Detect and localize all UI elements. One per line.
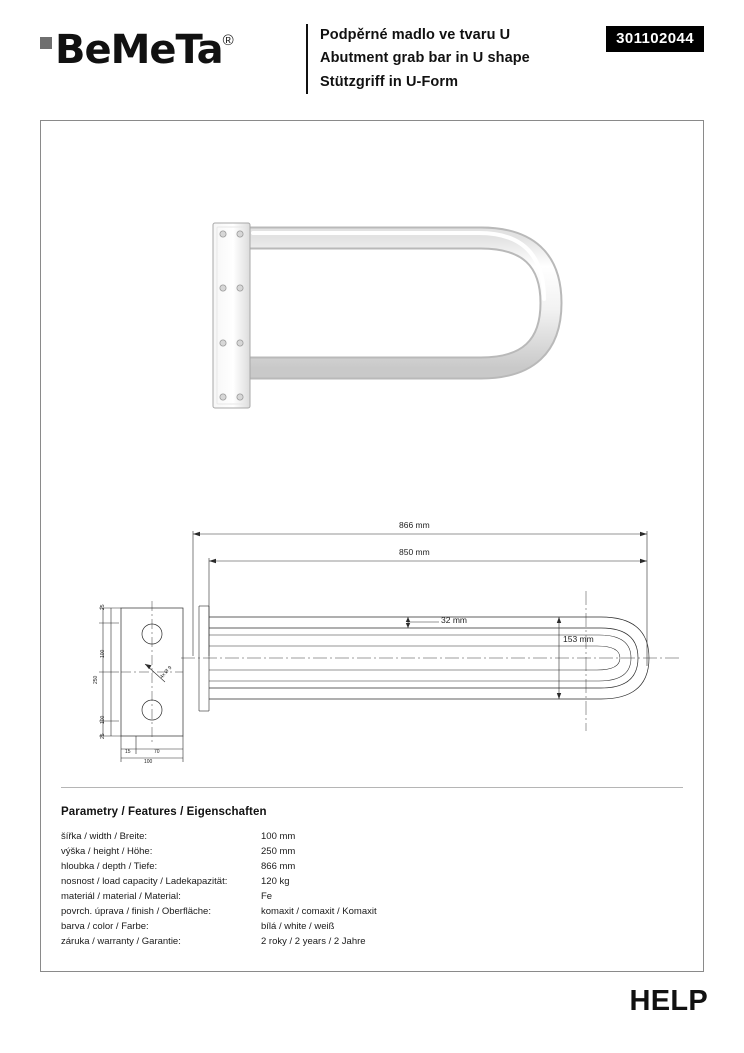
dim-spread-height: 153 mm bbox=[563, 634, 594, 644]
dim-inner-length: 850 mm bbox=[399, 547, 430, 557]
param-value-width: 100 mm bbox=[261, 831, 296, 842]
dim-tube-diameter: 32 mm bbox=[441, 615, 467, 625]
dim-plate-width: 100 bbox=[144, 759, 153, 765]
dim-plate-mid-upper: 100 bbox=[100, 649, 106, 658]
param-label-warranty: záruka / warranty / Garantie: bbox=[61, 936, 181, 947]
product-photo bbox=[41, 121, 703, 506]
table-row bbox=[61, 934, 681, 949]
table-row bbox=[61, 919, 681, 934]
param-label-color: barva / color / Farbe: bbox=[61, 921, 149, 932]
param-value-material: Fe bbox=[261, 891, 273, 902]
product-code-badge: 301102044 bbox=[606, 26, 704, 52]
param-label-height: výška / height / Höhe: bbox=[61, 846, 153, 857]
param-value-warranty: 2 roky / 2 years / 2 Jahre bbox=[261, 936, 366, 947]
param-value-load-capacity: 120 kg bbox=[261, 876, 290, 887]
product-title-de: Stützgriff in U-Form bbox=[320, 73, 459, 90]
footer-brand: HELP bbox=[629, 985, 708, 1017]
dim-hole-note: 4x Ø 9 bbox=[159, 665, 174, 681]
param-label-finish: povrch. úprava / finish / Oberfläche: bbox=[61, 906, 211, 917]
parameters-title: Parametry / Features / Eigenschaften bbox=[61, 806, 267, 818]
dim-overall-length: 866 mm bbox=[399, 520, 430, 530]
table-row bbox=[61, 844, 681, 859]
logo-wordmark: BeMeTa bbox=[55, 27, 223, 73]
parameters-section bbox=[61, 806, 681, 949]
table-row bbox=[61, 889, 681, 904]
dim-plate-top: 25 bbox=[100, 604, 106, 610]
param-value-height: 250 mm bbox=[261, 846, 296, 857]
param-value-depth: 866 mm bbox=[261, 861, 296, 872]
param-value-color: bílá / white / weiß bbox=[261, 921, 335, 932]
content-frame bbox=[40, 120, 704, 972]
table-row bbox=[61, 874, 681, 889]
table-row bbox=[61, 859, 681, 874]
technical-drawing bbox=[41, 506, 703, 784]
section-divider bbox=[61, 787, 683, 788]
param-label-depth: hloubka / depth / Tiefe: bbox=[61, 861, 158, 872]
dim-plate-right: 70 bbox=[154, 749, 160, 755]
dim-plate-mid-lower: 100 bbox=[100, 715, 106, 724]
dim-plate-bottom: 25 bbox=[100, 733, 106, 739]
product-illustration bbox=[41, 121, 703, 506]
dim-plate-left: 15 bbox=[125, 749, 131, 755]
product-title-cs: Podpěrné madlo ve tvaru U bbox=[320, 27, 511, 43]
param-label-material: materiál / material / Material: bbox=[61, 891, 181, 902]
table-row bbox=[61, 829, 681, 844]
dim-plate-total-height: 250 bbox=[93, 675, 99, 684]
technical-drawing-svg bbox=[41, 506, 703, 784]
param-label-load-capacity: nosnost / load capacity / Ladekapazität: bbox=[61, 876, 228, 887]
product-title-en: Abutment grab bar in U shape bbox=[320, 50, 530, 67]
param-value-finish: komaxit / comaxit / Komaxit bbox=[261, 906, 377, 917]
registered-trademark-icon: ® bbox=[222, 32, 234, 49]
page-header bbox=[40, 24, 704, 102]
brand-logo bbox=[40, 24, 306, 73]
table-row bbox=[61, 904, 681, 919]
logo-square-icon bbox=[40, 37, 52, 49]
param-label-width: šířka / width / Breite: bbox=[61, 831, 148, 842]
